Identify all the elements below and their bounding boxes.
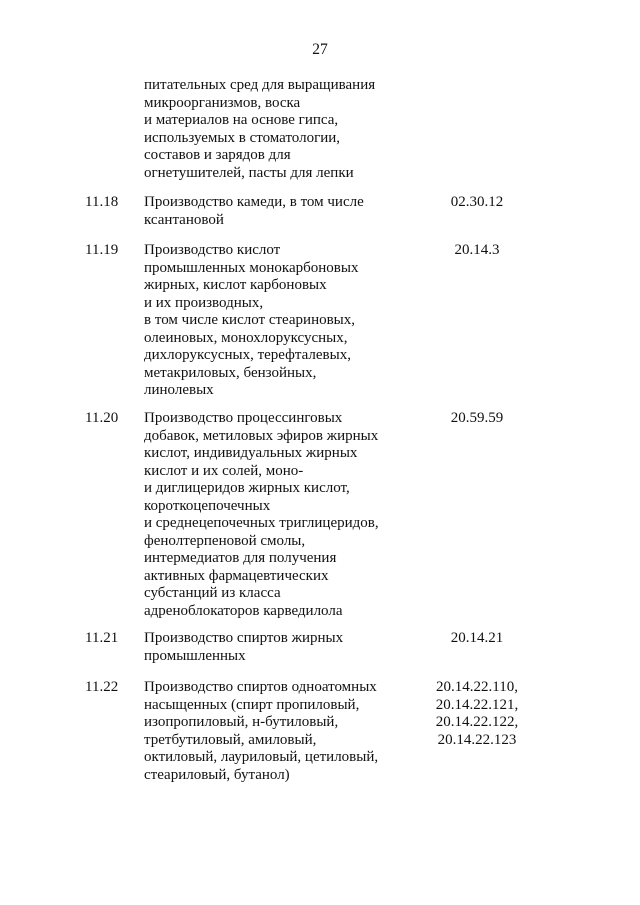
code-line: 20.14.22.123 [437,731,517,748]
description-line: Производство процессинговых [144,410,343,426]
description-line: кислот и их солей, моно- [144,462,304,479]
row-number: 11.22 [85,679,119,695]
code-line: 20.59.59 [450,410,504,426]
description-line: жирных, кислот карбоновых [144,277,327,293]
description-line: адреноблокаторов карведилола [144,602,343,619]
description-line: составов и зарядов для [144,147,291,163]
row-description [144,630,414,665]
row-description [144,410,414,620]
row-description [144,194,414,229]
description-line: Производство камеди, в том числе [144,194,364,210]
description-line: Производство спиртов жирных [144,630,344,646]
description-line: метакриловых, бензойных, [144,364,317,381]
description-line: ксантановой [144,211,224,228]
continuation-description [144,77,414,182]
code-line: 20.14.22.110, [436,679,518,695]
row-code [412,679,542,749]
description-line: и материалов на основе гипса, [144,112,339,128]
description-line: промышленных монокарбоновых [144,259,359,276]
code-line: 20.14.22.122, [435,714,519,730]
row-code [412,242,542,260]
description-line: короткоцепочечных [144,497,271,514]
code-line: 20.14.22.121, [435,696,519,713]
description-line: питательных сред для выращивания [144,77,376,93]
description-line: стеариловый, бутанол) [144,766,290,783]
row-code [412,410,542,428]
row-code [412,194,542,212]
description-line: линолевых [144,382,214,398]
row-description [144,679,414,784]
code-line: 02.30.12 [450,194,504,210]
page-number: 27 [312,41,328,58]
description-line: добавок, метиловых эфиров жирных [144,427,379,444]
description-line: олеиновых, монохлоруксусных, [144,329,348,346]
description-line: дихлоруксусных, терефталевых, [144,347,351,363]
code-line: 20.14.21 [450,630,504,646]
description-line: в том числе кислот стеариновых, [144,312,356,328]
row-number: 11.19 [85,242,119,258]
row-number: 11.21 [85,630,119,646]
row-number: 11.20 [85,410,119,426]
row-description [144,242,414,400]
description-line: промышленных [144,647,246,664]
description-line: третбутиловый, амиловый, [144,731,317,748]
description-line: и среднецепочечных триглицеридов, [144,515,379,531]
description-line: кислот, индивидуальных жирных [144,445,358,461]
description-line: Производство спиртов одноатомных [144,679,377,695]
description-line: фенолтерпеновой смолы, [144,532,306,549]
description-line: и их производных, [144,294,264,311]
description-line: и диглицеридов жирных кислот, [144,480,350,496]
description-line: октиловый, лауриловый, цетиловый, [144,749,379,765]
description-line: изопропиловый, н-бутиловый, [144,714,339,730]
row-code [412,630,542,648]
description-line: Производство кислот [144,242,281,258]
description-line: огнетушителей, пасты для лепки [144,164,354,181]
code-line: 20.14.3 [454,242,500,258]
description-line: микроорганизмов, воска [144,94,301,111]
description-line: субстанций из класса [144,585,281,601]
row-number: 11.18 [85,194,119,210]
description-line: насыщенных (спирт пропиловый, [144,696,360,713]
description-line: активных фармацевтических [144,567,329,584]
description-line: используемых в стоматологии, [144,129,341,146]
description-line: интермедиатов для получения [144,550,337,566]
